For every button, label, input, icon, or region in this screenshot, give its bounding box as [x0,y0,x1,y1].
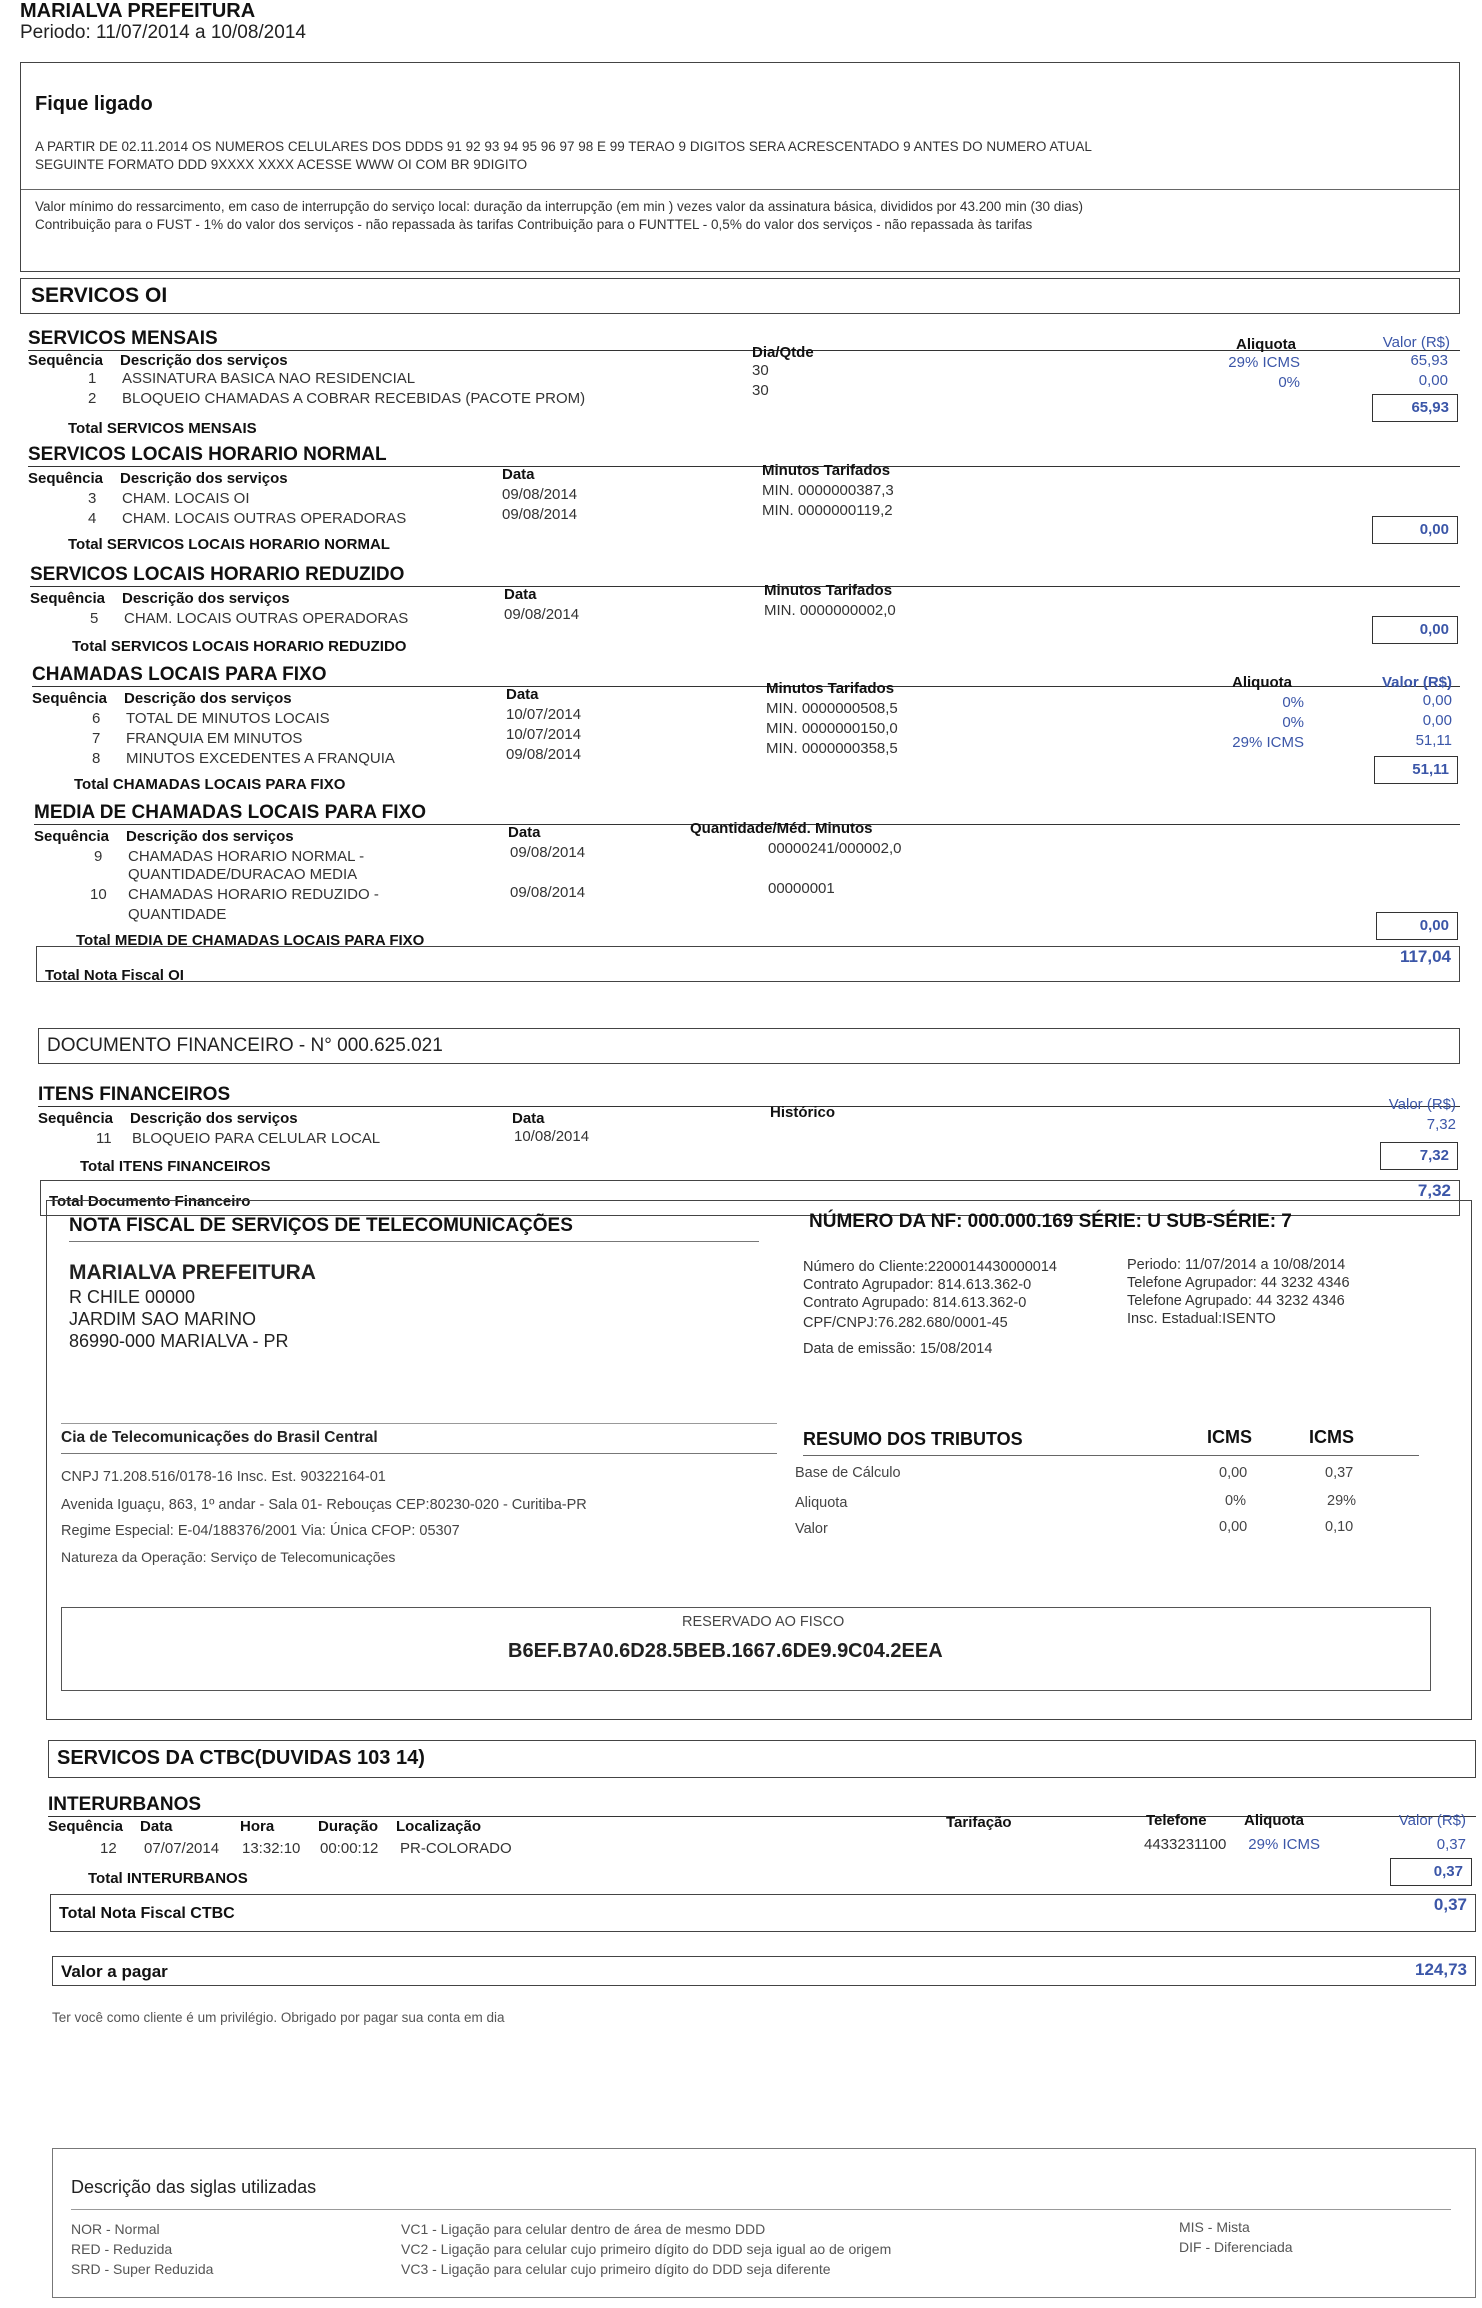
sigla-vc2: VC2 - Ligação para celular cujo primeiro dígito do DDD seja igual ao de origem [401,2241,892,2257]
itens-title: ITENS FINANCEIROS [38,1084,231,1105]
inter-row-aliquota: 29% ICMS [1248,1836,1320,1853]
nf-contract-agrupador: Contrato Agrupador: 814.613.362-0 [803,1277,1032,1293]
normal-col-seq: Sequência [28,470,104,487]
sigla-mis: MIS - Mista [1179,2219,1250,2235]
itens-total-label: Total ITENS FINANCEIROS [80,1158,271,1175]
siglas-box [52,2148,1476,2298]
reduzido-total-label: Total SERVICOS LOCAIS HORARIO REDUZIDO [72,638,407,655]
fixo-row-3-valor: 51,11 [1415,732,1452,749]
mensais-row-1-qtde: 30 [752,362,769,379]
valor-pagar-box [52,1956,1476,1986]
ctbc-nota-total-label: Total Nota Fiscal CTBC [59,1905,235,1922]
sigla-red: RED - Reduzida [71,2241,173,2257]
fixo-row-2-data: 10/07/2014 [506,726,582,743]
fixo-row-3-seq: 8 [92,750,101,767]
normal-title: SERVICOS LOCAIS HORARIO NORMAL [28,444,387,465]
normal-row-2-desc: CHAM. LOCAIS OUTRAS OPERADORAS [122,510,407,527]
inter-row-localizacao: PR-COLORADO [400,1840,512,1857]
mensais-total-label: Total SERVICOS MENSAIS [68,420,257,437]
reduzido-total-box: 0,00 [1372,616,1458,644]
fixo-col-valor: Valor (R$) [1381,674,1452,691]
normal-line [28,466,1460,467]
itens-col-hist: Histórico [770,1104,836,1121]
valor-pagar-value: 124,73 [1415,1960,1467,1979]
inter-row-hora: 13:32:10 [242,1840,301,1857]
notice-line-1: A PARTIR DE 02.11.2014 OS NUMEROS CELULARES DOS DDDS 91 92 93 94 95 96 97 98 E 99 TERAO 9 DIGITOS SERA ACRESCENTADO 9 ANTES DO NUMERO ATUAL [35,139,1092,154]
mensais-col-aliq: Aliquota [1236,336,1296,353]
resumo-aliq-2: 29% [1327,1493,1357,1509]
resumo-base-label: Base de Cálculo [795,1465,901,1481]
media-total-box: 0,00 [1376,912,1458,940]
resumo-title: RESUMO DOS TRIBUTOS [803,1429,1023,1449]
mensais-col-desc: Descrição dos serviços [120,352,288,369]
media-row-1-seq: 9 [94,848,103,865]
nf-number: NÚMERO DA NF: 000.000.169 SÉRIE: U SUB-SÉRIE: 7 [809,1211,1292,1232]
oi-nota-total-label: Total Nota Fiscal OI [45,967,184,984]
nf-company-top-line [61,1423,777,1424]
nf-period: Periodo: 11/07/2014 a 10/08/2014 [1127,1257,1346,1273]
ctbc-section-header [48,1740,1476,1778]
itens-row-valor: 7,32 [1426,1116,1456,1133]
sigla-nor: NOR - Normal [71,2221,160,2237]
fixo-row-1-desc: TOTAL DE MINUTOS LOCAIS [126,710,330,727]
mensais-row-1-valor: 65,93 [1410,352,1448,369]
fisco-code: B6EF.B7A0.6D28.5BEB.1667.6DE9.9C04.2EEA [508,1640,943,1662]
nf-phone-agrupador: Telefone Agrupador: 44 3232 4346 [1127,1275,1350,1291]
siglas-line [71,2209,1451,2210]
resumo-base-2: 0,37 [1325,1465,1354,1481]
inter-col-localizacao: Localização [396,1818,482,1835]
reduzido-row-1-seq: 5 [90,610,99,627]
media-row-2-data: 09/08/2014 [510,884,586,901]
nf-emission-date: Data de emissão: 15/08/2014 [803,1341,993,1357]
normal-col-data: Data [502,466,535,483]
reduzido-col-data: Data [504,586,537,603]
resumo-line [803,1455,1419,1456]
inter-col-duracao: Duração [318,1818,379,1835]
nf-company-address: Avenida Iguaçu, 863, 1º andar - Sala 01- Rebouças CEP:80230-020 - Curitiba-PR [61,1497,587,1513]
mensais-row-1-desc: ASSINATURA BASICA NAO RESIDENCIAL [122,370,416,387]
inter-col-hora: Hora [240,1818,275,1835]
billing-period: Periodo: 11/07/2014 a 10/08/2014 [20,22,306,43]
media-col-qtd: Quantidade/Méd. Minutos [690,820,873,837]
media-col-data: Data [508,824,541,841]
mensais-row-2-aliq: 0% [1278,374,1300,391]
normal-row-1-data: 09/08/2014 [502,486,578,503]
inter-col-aliquota: Aliquota [1244,1812,1304,1829]
fisco-box [61,1607,1431,1691]
itens-total-box: 7,32 [1380,1142,1458,1170]
sigla-dif: DIF - Diferenciada [1179,2239,1293,2255]
mensais-row-2-qtde: 30 [752,382,769,399]
nota-fiscal-box [46,1200,1472,1720]
nf-client-address-1: R CHILE 00000 [69,1287,196,1307]
itens-col-desc: Descrição dos serviços [130,1110,298,1127]
media-row-1-desc2: QUANTIDADE/DURACAO MEDIA [128,866,358,883]
media-row-2-qtd: 00000001 [768,880,835,897]
oi-nota-total-value: 117,04 [1399,947,1451,966]
oi-section-header [20,278,1460,314]
media-row-1-qtd: 00000241/000002,0 [768,840,902,857]
nf-company-cnpj: CNPJ 71.208.516/0178-16 Insc. Est. 90322164-01 [61,1469,386,1485]
media-row-2-seq: 10 [90,886,107,903]
normal-row-1-desc: CHAM. LOCAIS OI [122,490,250,507]
media-row-1-data: 09/08/2014 [510,844,586,861]
financeiro-title: DOCUMENTO FINANCEIRO - N° 000.625.021 [47,1035,443,1056]
normal-total-box: 0,00 [1372,516,1458,544]
reduzido-row-1-desc: CHAM. LOCAIS OUTRAS OPERADORAS [124,610,409,627]
normal-row-1-min: MIN. 0000000387,3 [762,482,894,499]
normal-col-min: Minutos Tarifados [762,462,891,479]
inter-col-valor: Valor (R$) [1398,1812,1466,1829]
fixo-row-3-desc: MINUTOS EXCEDENTES A FRANQUIA [126,750,395,767]
inter-col-data: Data [140,1818,173,1835]
notice-line-3: Valor mínimo do ressarcimento, em caso de interrupção do serviço local: duração da interrupção (em min ) vezes valor da assinatura básica, divididos por 43.200 min (30 dias) [35,199,1084,214]
itens-row-data: 10/08/2014 [514,1128,590,1145]
mensais-col-seq: Sequência [28,352,104,369]
resumo-valor-label: Valor [795,1521,828,1537]
normal-row-1-seq: 3 [88,490,97,507]
reduzido-title: SERVICOS LOCAIS HORARIO REDUZIDO [30,564,405,585]
resumo-col-icms-2: ICMS [1309,1427,1354,1447]
financeiro-header [38,1028,1460,1064]
nf-company-line [61,1453,777,1454]
normal-row-2-min: MIN. 0000000119,2 [762,502,893,519]
media-title: MEDIA DE CHAMADAS LOCAIS PARA FIXO [34,802,426,823]
fixo-total-label: Total CHAMADAS LOCAIS PARA FIXO [74,776,346,793]
reduzido-col-desc: Descrição dos serviços [122,590,290,607]
inter-total-label: Total INTERURBANOS [88,1870,248,1887]
inter-row-valor: 0,37 [1436,1836,1466,1853]
notice-title: Fique ligado [35,93,153,115]
fixo-col-min: Minutos Tarifados [766,680,895,697]
notice-line-4: Contribuição para o FUST - 1% do valor dos serviços - não repassada às tarifas Contribuição para o FUNTTEL - 0,5% do valor dos serviços - não repassada às tarifas [35,217,1033,232]
fixo-row-2-valor: 0,00 [1422,712,1452,729]
mensais-row-2-desc: BLOQUEIO CHAMADAS A COBRAR RECEBIDAS (PACOTE PROM) [122,390,586,407]
ctbc-section-title: SERVICOS DA CTBC(DUVIDAS 103 14) [57,1747,425,1769]
notice-line-2: SEGUINTE FORMATO DDD 9XXXX XXXX ACESSE WWW OI COM BR 9DIGITO [35,157,528,172]
fixo-row-2-desc: FRANQUIA EM MINUTOS [126,730,303,747]
fixo-row-2-aliq: 0% [1282,714,1304,731]
financeiro-total-label: Total Documento Financeiro [49,1193,251,1210]
sigla-vc1: VC1 - Ligação para celular dentro de área de mesmo DDD [401,2221,766,2237]
fixo-row-3-min: MIN. 0000000358,5 [766,740,898,757]
inter-row-duracao: 00:00:12 [320,1840,379,1857]
fixo-col-seq: Sequência [32,690,108,707]
nf-title: NOTA FISCAL DE SERVIÇOS DE TELECOMUNICAÇÕES [69,1215,573,1236]
fixo-title: CHAMADAS LOCAIS PARA FIXO [32,664,327,685]
nf-company-natureza: Natureza da Operação: Serviço de Telecomunicações [61,1549,396,1565]
mensais-row-1-seq: 1 [88,370,97,387]
oi-nota-total-box [36,946,1460,982]
normal-row-2-seq: 4 [88,510,97,527]
nf-company-regime: Regime Especial: E-04/188376/2001 Via: Única CFOP: 05307 [61,1523,460,1539]
inter-col-telefone: Telefone [1146,1812,1207,1829]
fixo-row-3-data: 09/08/2014 [506,746,582,763]
media-col-desc: Descrição dos serviços [126,828,294,845]
media-row-2-desc1: CHAMADAS HORARIO REDUZIDO - [128,886,379,903]
nf-client-number: Número do Cliente:2200014430000014 [803,1259,1057,1275]
fixo-row-2-seq: 7 [92,730,101,747]
mensais-col-valor: Valor (R$) [1382,334,1450,351]
inter-col-tarifacao: Tarifação [946,1814,1012,1831]
inter-row-data: 07/07/2014 [144,1840,220,1857]
resumo-valor-2: 0,10 [1325,1519,1354,1535]
nf-company-name: Cia de Telecomunicações do Brasil Central [61,1429,378,1446]
media-row-1-desc1: CHAMADAS HORARIO NORMAL - [128,848,365,865]
normal-total-label: Total SERVICOS LOCAIS HORARIO NORMAL [68,536,390,553]
inter-row-seq: 12 [100,1840,117,1857]
financeiro-total-value: 7,32 [1417,1181,1451,1200]
itens-row-desc: BLOQUEIO PARA CELULAR LOCAL [132,1130,381,1147]
sigla-vc3: VC3 - Ligação para celular cujo primeiro dígito do DDD seja diferente [401,2261,831,2277]
notice-box [20,62,1460,272]
ctbc-nota-total-box [50,1894,1476,1932]
fisco-label: RESERVADO AO FISCO [682,1614,845,1630]
resumo-col-icms-1: ICMS [1207,1427,1252,1447]
nf-phone-agrupado: Telefone Agrupado: 44 3232 4346 [1127,1293,1345,1309]
mensais-row-2-seq: 2 [88,390,97,407]
thank-you-message: Ter você como cliente é um privilégio. Obrigado por pagar sua conta em dia [52,2010,505,2025]
ctbc-nota-total-value: 0,37 [1433,1895,1467,1914]
fixo-row-3-aliq: 29% ICMS [1232,734,1304,751]
fixo-row-1-valor: 0,00 [1422,692,1452,709]
fixo-col-data: Data [506,686,539,703]
reduzido-col-seq: Sequência [30,590,106,607]
inter-total-box: 0,37 [1390,1858,1472,1886]
resumo-aliq-1: 0% [1225,1493,1246,1509]
mensais-row-2-valor: 0,00 [1418,372,1448,389]
nf-title-line [69,1241,759,1242]
inter-row-telefone: 4433231100 [1144,1836,1227,1853]
itens-row-seq: 11 [96,1130,112,1147]
fixo-col-desc: Descrição dos serviços [124,690,292,707]
fixo-col-aliq: Aliquota [1232,674,1292,691]
mensais-total-box: 65,93 [1372,394,1458,422]
nf-contract-agrupado: Contrato Agrupado: 814.613.362-0 [803,1295,1027,1311]
media-row-2-desc2: QUANTIDADE [128,906,227,923]
nf-client-name: MARIALVA PREFEITURA [69,1261,316,1284]
sigla-srd: SRD - Super Reduzida [71,2261,214,2277]
fixo-row-1-data: 10/07/2014 [506,706,582,723]
fixo-row-1-aliq: 0% [1282,694,1304,711]
company-name: MARIALVA PREFEITURA [20,0,256,22]
itens-line [38,1106,1460,1107]
oi-section-title: SERVICOS OI [31,284,168,307]
nf-client-address-2: JARDIM SAO MARINO [69,1309,257,1329]
resumo-base-1: 0,00 [1219,1465,1248,1481]
nf-cnpj: CPF/CNPJ:76.282.680/0001-45 [803,1315,1008,1331]
media-col-seq: Sequência [34,828,110,845]
media-total-label: Total MEDIA DE CHAMADAS LOCAIS PARA FIXO [76,932,425,949]
valor-pagar-label: Valor a pagar [61,1962,168,1981]
notice-divider [21,189,1459,190]
itens-col-data: Data [512,1110,545,1127]
interurbanos-title: INTERURBANOS [48,1794,202,1815]
reduzido-col-min: Minutos Tarifados [764,582,893,599]
resumo-valor-1: 0,00 [1219,1519,1248,1535]
fixo-total-box: 51,11 [1374,756,1458,784]
fixo-row-1-seq: 6 [92,710,101,727]
normal-col-desc: Descrição dos serviços [120,470,288,487]
mensais-row-1-aliq: 29% ICMS [1228,354,1300,371]
nf-client-address-3: 86990-000 MARIALVA - PR [69,1331,289,1351]
mensais-col-dia: Dia/Qtde [752,344,814,361]
resumo-aliq-label: Aliquota [795,1495,848,1511]
itens-col-valor: Valor (R$) [1388,1096,1456,1113]
fixo-row-1-min: MIN. 0000000508,5 [766,700,898,717]
reduzido-row-1-min: MIN. 0000000002,0 [764,602,896,619]
inter-col-seq: Sequência [48,1818,124,1835]
siglas-title: Descrição das siglas utilizadas [71,2177,317,2197]
fixo-row-2-min: MIN. 0000000150,0 [766,720,898,737]
nf-insc-estadual: Insc. Estadual:ISENTO [1127,1311,1276,1327]
normal-row-2-data: 09/08/2014 [502,506,578,523]
reduzido-line [30,586,1460,587]
itens-col-seq: Sequência [38,1110,114,1127]
reduzido-row-1-data: 09/08/2014 [504,606,580,623]
mensais-title: SERVICOS MENSAIS [28,328,218,349]
